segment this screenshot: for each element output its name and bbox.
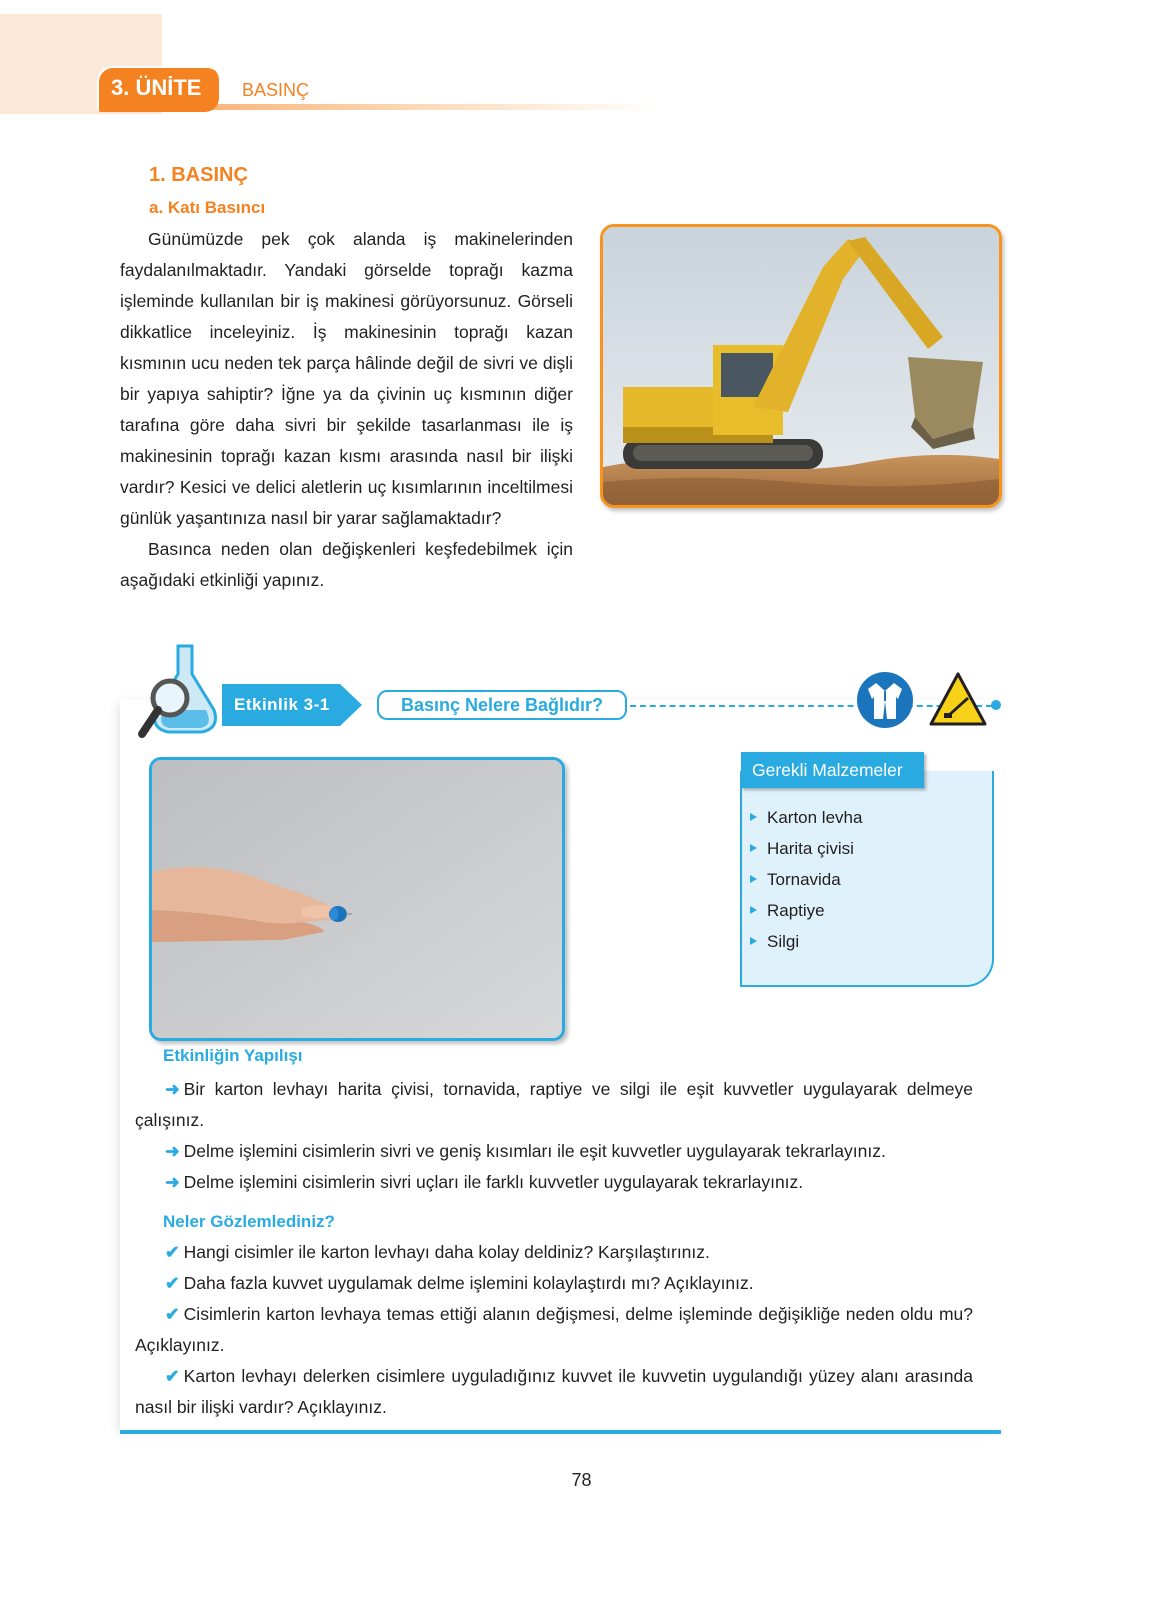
excavator-photo (600, 224, 1002, 508)
checkmark-icon: ✔ (165, 1242, 180, 1262)
page-number: 78 (571, 1470, 592, 1490)
checkmark-icon: ✔ (165, 1273, 180, 1293)
procedure-step: ➜ Delme işlemini cisimlerin sivri ve geniş kısımları ile eşit kuvvetler uygulayarak tekrarlayınız. (165, 1141, 886, 1161)
material-label: Tornavida (767, 870, 841, 889)
arrow-icon: ➜ (165, 1079, 180, 1099)
unit-name: BASINÇ (242, 80, 310, 100)
material-item (750, 895, 862, 926)
material-label: Harita çivisi (767, 839, 854, 858)
section-subtitle: a. Katı Basıncı (149, 198, 266, 217)
observation-item: ✔ Hangi cisimler ile karton levhayı daha kolay deldiniz? Karşılaştırınız. (165, 1242, 710, 1262)
procedure-steps (135, 1074, 973, 1198)
material-label: Silgi (767, 932, 800, 951)
procedure-title: Etkinliğin Yapılışı (163, 1046, 303, 1065)
warning-sharp-object-icon (929, 671, 987, 727)
excavator-illustration (603, 227, 999, 505)
material-label: Karton levha (767, 808, 863, 827)
intro-paragraph: Basınca neden olan değişkenleri keşfedebilmek için aşağıdaki etkinliği yapınız. (120, 539, 573, 590)
activity-title: Basınç Nelere Bağlıdır? (377, 690, 627, 720)
intro-text (120, 224, 573, 596)
observations-list (135, 1237, 973, 1423)
unit-label: 3. ÜNİTE (111, 75, 202, 100)
bullet-triangle-icon (750, 906, 757, 914)
observation-item: ✔ Daha fazla kuvvet uygulamak delme işlemini kolaylaştırdı mı? Açıklayınız. (165, 1273, 754, 1293)
material-item (750, 833, 862, 864)
bullet-triangle-icon (750, 813, 757, 821)
checkmark-icon: ✔ (165, 1304, 180, 1324)
activity-label: Etkinlik 3-1 (234, 695, 330, 714)
activity-bottom-rule (120, 1430, 1001, 1434)
section-title: 1. BASINÇ (149, 164, 248, 186)
bullet-triangle-icon (750, 875, 757, 883)
material-label: Raptiye (767, 901, 825, 920)
material-item (750, 802, 862, 833)
activity-dot (991, 700, 1001, 710)
arrow-icon: ➜ (165, 1141, 180, 1161)
flask-magnifier-icon (134, 640, 234, 744)
materials-title: Gerekli Malzemeler (741, 752, 924, 788)
material-item (750, 926, 862, 957)
material-item (750, 864, 862, 895)
procedure-step: ➜ Delme işlemini cisimlerin sivri uçları ile farklı kuvvetler uygulayarak tekrarlayınız. (165, 1172, 804, 1192)
observation-item: ✔ Karton levhayı delerken cisimlere uyguladığınız kuvvet ile kuvvetin uygulandığı yüzey alanı arasında nasıl bir ilişki vardır? Açıklayınız. (135, 1366, 973, 1417)
observations-title: Neler Gözlemlediniz? (163, 1212, 335, 1231)
hand-pushing-pin-illustration (152, 760, 562, 1038)
materials-list (750, 802, 862, 957)
procedure-step: ➜ Bir karton levhayı harita çivisi, tornavida, raptiye ve silgi ile eşit kuvvetler uygulayarak delmeye çalışınız. (135, 1079, 973, 1130)
pushpin-photo (149, 757, 565, 1041)
bullet-triangle-icon (750, 937, 757, 945)
unit-tab (97, 66, 219, 112)
observation-item: ✔ Cisimlerin karton levhaya temas ettiği alanın değişmesi, delme işleminde değişikliğe neden oldu mu? Açıklayınız. (135, 1304, 973, 1355)
arrow-icon: ➜ (165, 1172, 180, 1192)
intro-paragraph: Günümüzde pek çok alanda iş makinelerinden faydalanılmaktadır. Yandaki görselde toprağı kazma işleminde kullanılan bir iş makinesi görüyorsunuz. Görseli dikkatlice inceleyiniz. İş makinesinin toprağı kazan kısmının ucu neden tek parça hâlinde değil de sivri ve dişli bir yapıya sahiptir? İğne ya da çivinin uç kısmının diğer tarafına göre daha sivri bir şekilde tasarlanması ile iş makinesinin toprağı kazan kısmı arasında nasıl bir ilişki vardır? Kesici ve delici aletlerin uç kısımlarının inceltilmesi günlük yaşantınıza nasıl bir yarar sağlamaktadır? (120, 229, 573, 528)
checkmark-icon: ✔ (165, 1366, 180, 1386)
lab-coat-safety-icon (856, 671, 914, 729)
bullet-triangle-icon (750, 844, 757, 852)
